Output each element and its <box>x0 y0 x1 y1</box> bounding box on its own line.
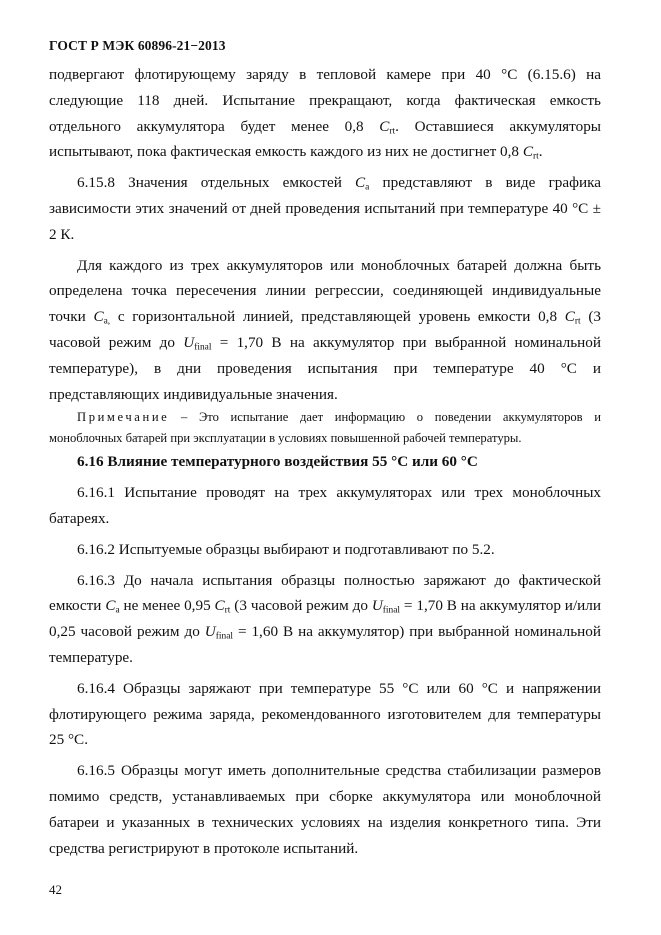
note-label: Примечание <box>77 410 170 425</box>
paragraph-6-16-5: 6.16.5 Образцы могут иметь дополнительные средства стабилизации размеров помимо средств, устанавливаемых при сборке аккумулятора или моноблочной батареи и указанных в технических условиях на изделия конкретного типа. Эти средства регистрируют в протоколе испытаний. <box>49 762 601 857</box>
paragraph-continuation: подвергают флотирующему заряду в тепловой камере при 40 °C (6.15.6) на следующие 118 дней. Испытание прекращают, когда фактическая емкость отдельного аккумулятора будет менее 0,8 $C_{rt}$. Оставшиеся аккумуляторы испытывают, пока фактическая емкость каждого из них не достигнет 0,8 $C_{rt}$. <box>49 66 601 162</box>
page-number: 42 <box>49 882 62 897</box>
note-text: – Это испытание дает информацию о поведении аккумуляторов и моноблочных батарей при эксплуатации в условиях повышенной рабочей температуры. <box>49 410 601 446</box>
page-header: ГОСТ Р МЭК 60896-21−2013 <box>49 38 226 53</box>
paragraph-6-15-8: 6.15.8 Значения отдельных емкостей $C_a$ представляют в виде графика зависимости этих значений от дней проведения испытаний при температуре 40 °C ± 2 К. <box>49 174 601 243</box>
paragraph-regression: Для каждого из трех аккумуляторов или моноблочных батарей должна быть определена точка пересечения линии регрессии, соединяющей индивидуальные точки $C_{a,}$ с горизонтальной линией, представляющей уровень емкости 0,8 $C_{rt}$ (3 часовой режим до $U_{final} = 1,70$ В на аккумулятор при выбранной номинальной температуре), в дни проведения испытания при температуре 40 °C и представляющих индивидуальные значения. <box>49 256 602 403</box>
section-heading-6-16: 6.16 Влияние температурного воздействия 55 °C или 60 °C <box>77 453 478 471</box>
page-body <box>49 62 601 861</box>
paragraph-6-16-2: 6.16.2 Испытуемые образцы выбирают и подготавливают по 5.2. <box>77 540 495 558</box>
paragraph-6-16-4: 6.16.4 Образцы заряжают при температуре 55 °C или 60 °C и напряжении флотирующего режима заряда, рекомендованного изготовителем для температуры 25 °C. <box>49 679 601 749</box>
paragraph-6-16-3: 6.16.3 До начала испытания образцы полностью заряжают до фактической емкости $C_a$ не менее 0,95 $C_{rt}$ (3 часовой режим до $U_{final} = 1,70$ В на аккумулятор и/или 0,25 часовой режим до $U_{final} = 1,60$ В на аккумулятор) при выбранной номинальной температуре. <box>49 571 601 666</box>
paragraph-6-16-1: 6.16.1 Испытание проводят на трех аккумуляторах или трех моноблочных батареях. <box>49 484 601 527</box>
note <box>49 407 601 449</box>
